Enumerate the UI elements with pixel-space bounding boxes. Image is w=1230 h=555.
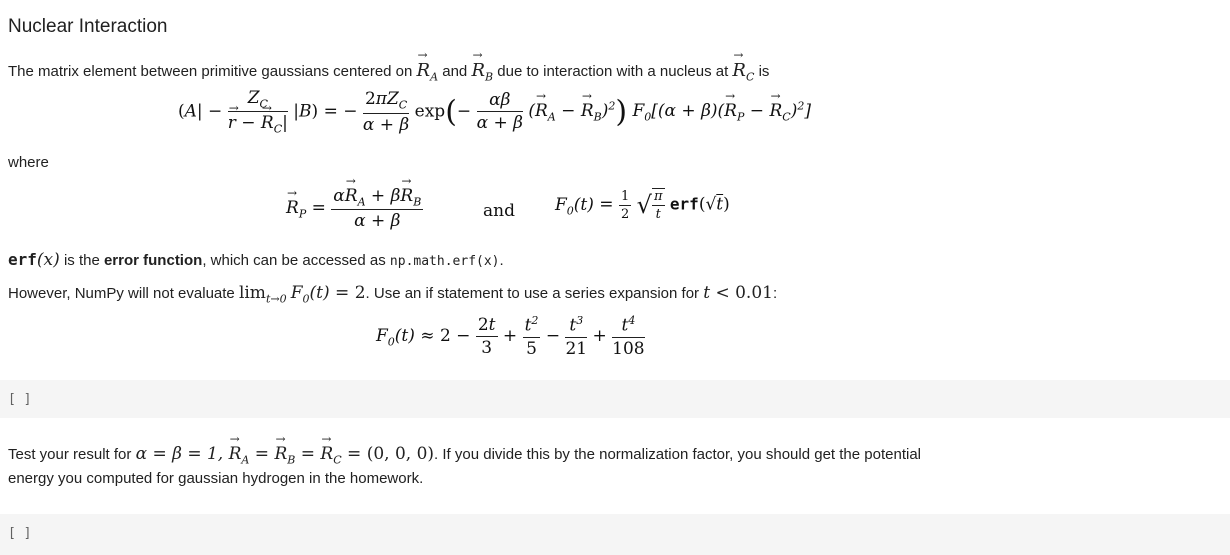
test-instructions: Test your result for α = β = 1, → $R_A$ = → $R_B$ = → $R_C = (0$, 0, 0). If you divide this by the normalization factor, you should get the potential <box>8 444 921 466</box>
code-cell-1[interactable] <box>0 380 1230 418</box>
erf-symbol: erf <box>8 250 37 269</box>
erf-description <box>8 250 504 270</box>
intro-text-post: is <box>758 63 770 80</box>
numpy-limit-text: However, NumPy will not evaluate $\lim_{t\to 0} F_0(t) = 2$. Use an if statement to use a series expansion for t < 0.01: <box>8 283 778 306</box>
matrix-element-equation: (A| − $Z_C$ → r − → $R_C|$ |B) = − $\frac{2\pi Z_C}{\alpha + \beta}$ exp(− $\frac{\alpha\beta}{\alpha + \beta}$ (→ $R_A$ − → $R_B)^2$) $F_0[(\alpha + \beta)(\to R_P$ − → $R_C)^2$] <box>178 88 811 136</box>
test-post: . If you divide this by the normalization factor, you should get the potential <box>434 446 921 463</box>
numpy-mid: . Use an if statement to use a series expansion for <box>365 285 700 302</box>
erf-is-the: is the <box>63 252 100 269</box>
numpy-end: : <box>772 285 778 302</box>
rp-equation: → $R_P$ = $\frac{\alpha\to R_A + \beta\to R_B}{\alpha + \beta}$ <box>286 186 423 231</box>
cell-prompt: [ ] <box>8 526 32 541</box>
test-pre: Test your result for <box>8 446 132 463</box>
erf-end: . <box>499 252 504 269</box>
intro-text-and: and <box>442 63 468 80</box>
erf-arg: (x) <box>36 250 60 270</box>
numpy-pre: However, NumPy will not evaluate <box>8 285 235 302</box>
f0-equation: $F_0(t)$ = $\frac{1}{2}$ √ $\frac{\pi}{t}$ erf(√t) <box>555 188 730 222</box>
intro-text-pre: The matrix element between primitive gaussians centered on <box>8 63 413 80</box>
section-heading: Nuclear Interaction <box>8 16 168 37</box>
code-cell-2[interactable] <box>0 514 1230 555</box>
erf-code-snippet: np.math.erf(x) <box>389 254 500 269</box>
where-label: where <box>8 154 49 171</box>
and-word: and <box>483 201 515 221</box>
error-function-term: error function <box>103 252 203 269</box>
erf-rest: , which can be accessed as <box>202 252 386 269</box>
cell-prompt: [ ] <box>8 392 32 407</box>
series-equation: $F_0(t) \approx 2$ − $\frac{2t}{3}$ + $\frac{t^2}{5}$ − $\frac{t^3}{21}$ + $\frac{t^4}{108}$ <box>376 314 645 359</box>
test-instructions-line2: energy you computed for gaussian hydrogen in the homework. <box>8 470 424 487</box>
intro-text-mid: due to interaction with a nucleus at <box>497 63 729 80</box>
intro-text: The matrix element between primitive gaussians centered on → $R_A$ and → $R_B$ due to interaction with a nucleus at → $R_C$ is <box>8 60 769 84</box>
